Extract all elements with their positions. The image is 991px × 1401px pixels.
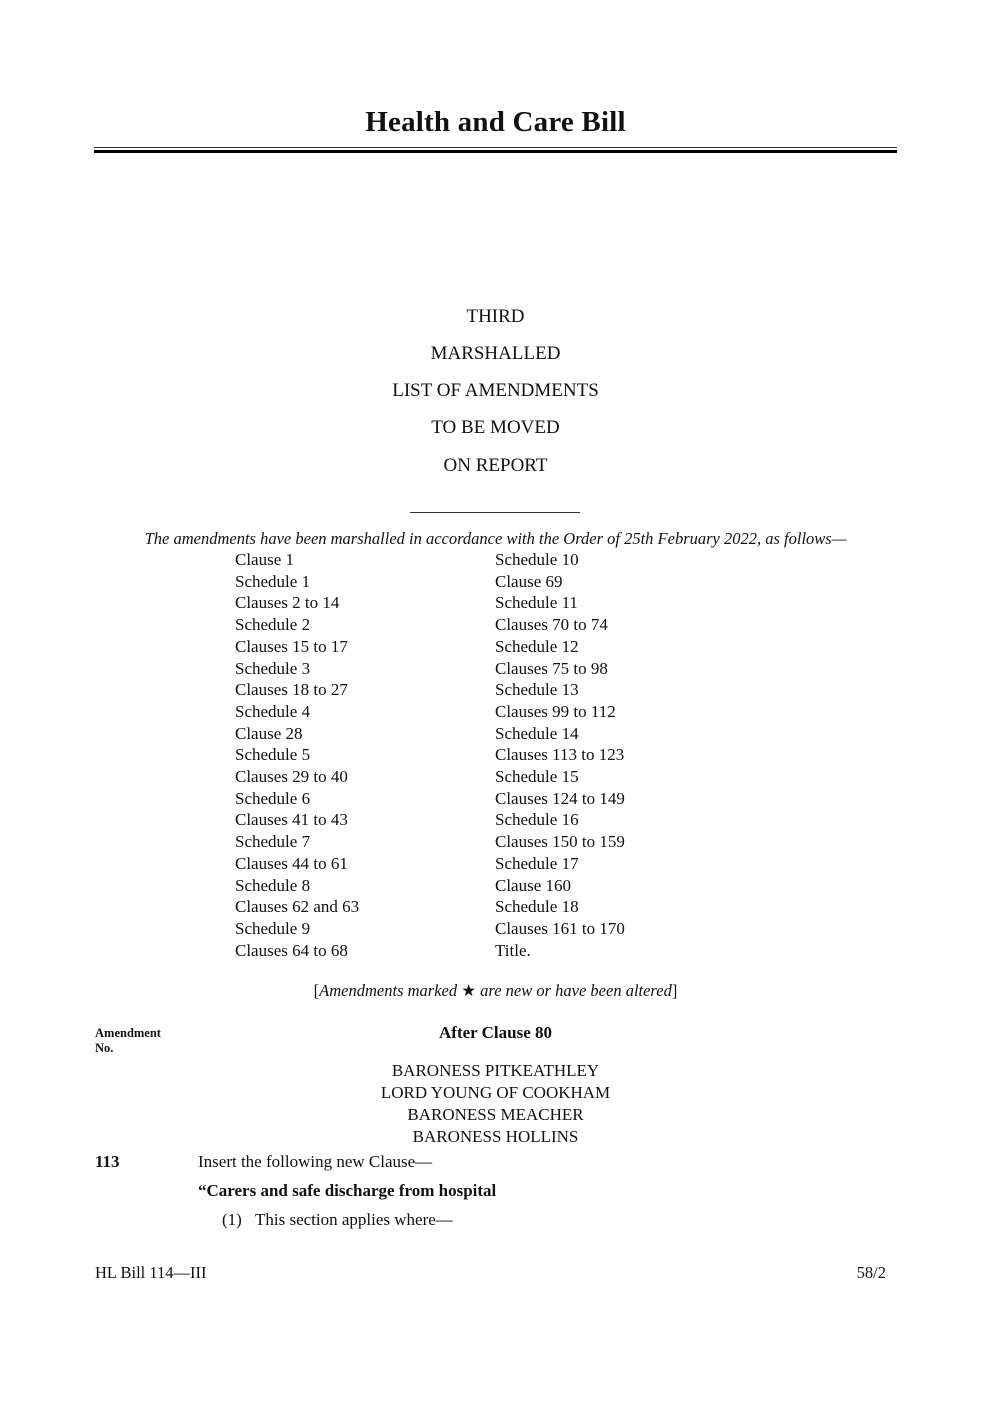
amendment-label-line: Amendment (95, 1026, 161, 1040)
marshalling-list-left (235, 549, 359, 961)
marshalling-item: Clauses 70 to 74 (495, 615, 608, 635)
marshalling-item: Clauses 75 to 98 (495, 658, 608, 678)
marshalling-item: Clauses 15 to 17 (235, 636, 348, 656)
footer-page-reference: 58/2 (856, 1263, 886, 1282)
marshalling-item: Schedule 16 (495, 810, 579, 830)
marshalling-item: Schedule 12 (495, 636, 579, 656)
marshalling-item: Clauses 150 to 159 (495, 832, 625, 852)
title-rule-thick (94, 150, 897, 153)
marshalling-item: Schedule 10 (495, 550, 579, 569)
star-note (0, 981, 991, 1001)
star-note-open-bracket: [ (313, 981, 320, 1000)
marshalling-item: Schedule 6 (235, 788, 311, 808)
marshalling-intro: The amendments have been marshalled in accordance with the Order of 25th February 2022, as follows— (144, 529, 847, 548)
section-divider (410, 512, 580, 513)
movers-list (0, 1060, 991, 1148)
marshalling-item: Schedule 18 (495, 897, 579, 917)
star-note-text-before: Amendments marked (319, 981, 462, 1000)
marshalling-item: Schedule 9 (235, 918, 311, 938)
subsection-text: This section applies where— (255, 1210, 453, 1229)
marshalling-item: Clause 28 (235, 723, 303, 743)
marshalling-item: Schedule 15 (495, 767, 579, 787)
marshalling-item: Title. (495, 940, 531, 960)
mover-name: LORD YOUNG OF COOKHAM (380, 1083, 611, 1102)
marshalling-item: Schedule 13 (495, 680, 579, 700)
heading-line-list-of-amendments: LIST OF AMENDMENTS (392, 380, 599, 401)
marshalling-item: Clauses 62 and 63 (235, 897, 360, 917)
star-note-text-after: are new or have been altered (476, 981, 672, 1000)
marshalling-item: Clauses 64 to 68 (235, 940, 348, 960)
heading-line-on-report: ON REPORT (443, 455, 548, 476)
marshalling-item: Clauses 124 to 149 (495, 788, 625, 808)
marshalling-item: Schedule 17 (495, 853, 579, 873)
marshalling-item: Schedule 8 (235, 875, 311, 895)
marshalling-list-right (495, 549, 625, 961)
marshalling-item: Clause 160 (495, 875, 572, 895)
section-heading: After Clause 80 (439, 1023, 552, 1042)
marshalling-item: Clauses 161 to 170 (495, 918, 625, 938)
marshalling-item: Schedule 3 (235, 658, 311, 678)
marshalling-item: Clauses 44 to 61 (235, 853, 348, 873)
marshalling-item: Clause 69 (495, 571, 563, 591)
heading-line-to-be-moved: TO BE MOVED (431, 417, 560, 438)
amendment-label-line: No. (95, 1041, 114, 1055)
marshalling-item: Clauses 41 to 43 (235, 810, 348, 830)
new-clause-title: “Carers and safe discharge from hospital (198, 1181, 497, 1200)
amendment-number: 113 (95, 1152, 120, 1171)
marshalling-item: Schedule 5 (235, 745, 311, 765)
marshalling-item: Schedule 7 (235, 832, 311, 852)
document-title: Health and Care Bill (365, 106, 626, 138)
marshalling-item: Schedule 14 (495, 723, 579, 743)
heading-line-marshalled: MARSHALLED (430, 343, 561, 364)
title-rule-thin (94, 147, 897, 148)
subsection-number: (1) (222, 1210, 242, 1229)
marshalling-item: Schedule 4 (235, 701, 311, 721)
marshalling-item: Clauses 113 to 123 (495, 745, 625, 765)
marshalling-item: Schedule 2 (235, 615, 311, 635)
marshalling-item: Clauses 99 to 112 (495, 701, 616, 721)
star-note-close-bracket: ] (671, 981, 678, 1000)
footer-bill-reference: HL Bill 114—III (95, 1263, 207, 1282)
mover-name: BARONESS MEACHER (407, 1105, 584, 1124)
mover-name: BARONESS PITKEATHLEY (391, 1061, 600, 1080)
marshalling-item: Clauses 18 to 27 (235, 680, 348, 700)
star-icon: ★ (461, 981, 477, 1000)
amendment-instruction: Insert the following new Clause— (198, 1152, 433, 1171)
heading-line-third: THIRD (466, 306, 525, 327)
marshalling-item: Clauses 29 to 40 (235, 767, 348, 787)
marshalling-item: Schedule 1 (235, 571, 311, 591)
marshalling-item: Clauses 2 to 14 (235, 593, 340, 613)
marshalling-item: Clause 1 (235, 550, 295, 569)
marshalling-item: Schedule 11 (495, 593, 578, 613)
mover-name: BARONESS HOLLINS (412, 1127, 579, 1146)
